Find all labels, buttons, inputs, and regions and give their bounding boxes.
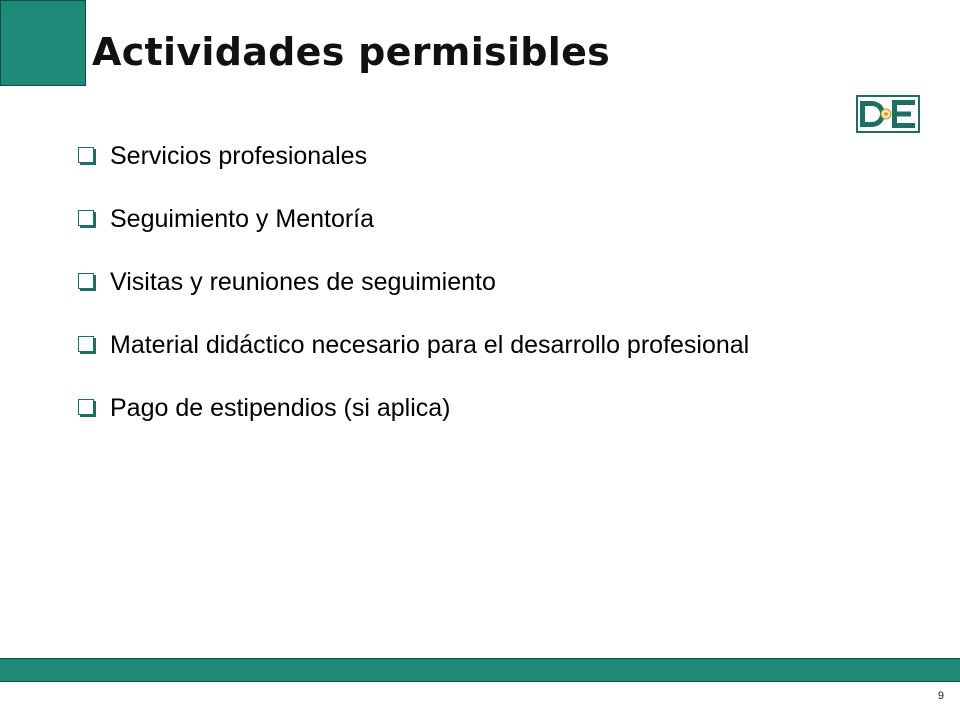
hollow-square-bullet-icon [78,336,94,352]
bullet-text: Material didáctico necesario para el desarrollo profesional [110,331,750,359]
bullet-item [78,392,818,424]
de-logo-icon [856,95,920,133]
hollow-square-bullet-icon [78,273,94,289]
bullet-text: Pago de estipendios (si aplica) [110,394,451,422]
bullet-text: Servicios profesionales [110,142,368,170]
footer-bar [0,658,960,682]
bullet-item [78,140,818,172]
bullet-list [78,140,818,455]
hollow-square-bullet-icon [78,147,94,163]
accent-square [0,0,86,86]
bullet-item [78,266,818,298]
bullet-item [78,203,818,235]
page-number: 9 [937,690,944,702]
hollow-square-bullet-icon [78,210,94,226]
bullet-text: Seguimiento y Mentoría [110,205,375,233]
bullet-item [78,329,818,361]
hollow-square-bullet-icon [78,399,94,415]
slide-title: Actividades permisibles [92,30,611,74]
bullet-text: Visitas y reuniones de seguimiento [110,268,496,296]
